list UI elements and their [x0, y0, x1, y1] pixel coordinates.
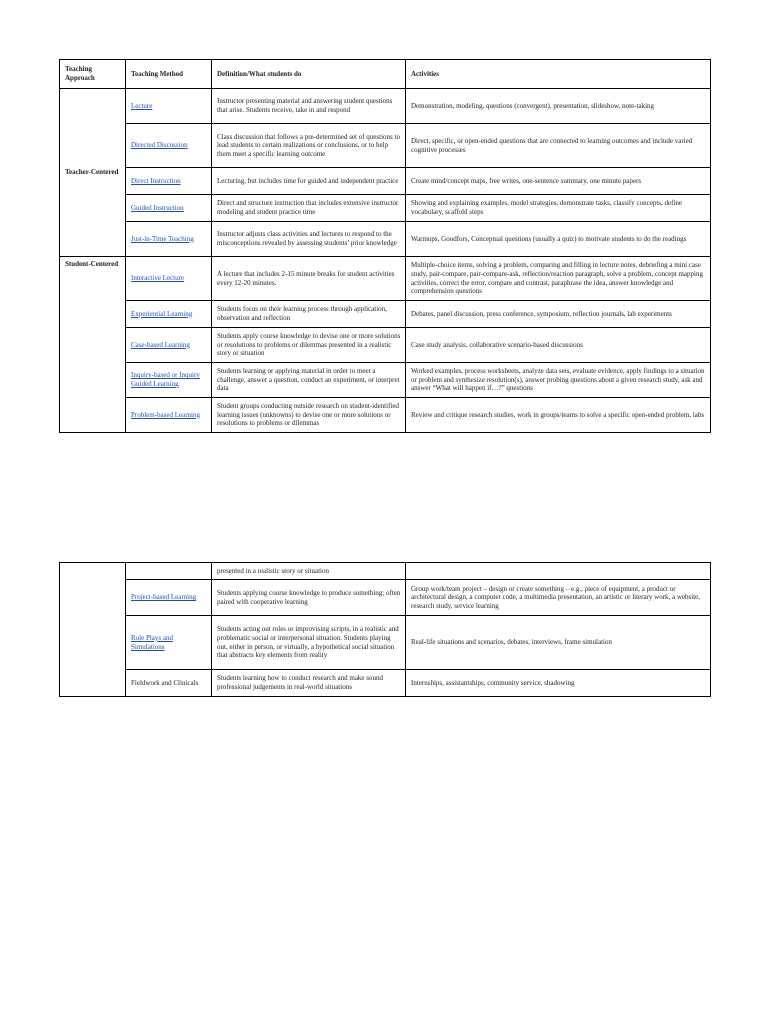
table-row — [60, 398, 711, 433]
method-link-guided-instruction[interactable]: Guided Instruction — [131, 203, 184, 212]
method-cell — [126, 301, 212, 328]
header-method: Teaching Method — [126, 60, 212, 89]
definition-cell: presented in a realistic story or situation — [212, 563, 406, 580]
definition-cell: Students acting out roles or improvising scripts, in a realistic and problematic social or interpersonal situation. Students playing out, either in person, or virtually, a hypothetical social situation that abstracts key elements from reality — [212, 616, 406, 670]
table-row — [60, 616, 711, 670]
definition-cell: A lecture that includes 2-15 minute breaks for student activities every 12-20 minutes. — [212, 257, 406, 301]
activities-cell: Direct, specific, or open-ended questions that are connected to learning outcomes and include varied cognitive processes — [406, 124, 711, 168]
table-row — [60, 124, 711, 168]
method-cell-fieldwork-and-clinicals: Fieldwork and Clinicals — [126, 670, 212, 697]
method-link-project-based-learning[interactable]: Project-based Learning — [131, 593, 197, 602]
method-cell — [126, 328, 212, 363]
activities-cell: Real-life situations and scenarios, debates, interviews, frame simulation — [406, 616, 711, 670]
table-row — [60, 222, 711, 257]
method-link-lecture[interactable]: Lecture — [131, 101, 153, 110]
table-row — [60, 563, 711, 580]
activities-cell: Showing and explaining examples, model strategies, demonstrate tasks, classify concepts, define vocabulary, scaffold steps — [406, 195, 711, 222]
header-row — [60, 60, 711, 89]
activities-cell: Debates, panel discussion, press conference, symposium, reflection journals, lab experiments — [406, 301, 711, 328]
definition-cell: Lecturing, but includes time for guided and independent practice — [212, 168, 406, 195]
method-link-just-in-time-teaching[interactable]: Just-in-Time Teaching — [131, 234, 194, 243]
method-link-problem-based-learning[interactable]: Problem-based Learning — [131, 410, 201, 419]
table-row — [60, 580, 711, 616]
table-row — [60, 195, 711, 222]
table-row — [60, 89, 711, 124]
method-link-experiential-learning[interactable]: Experiential Learning — [131, 309, 193, 318]
method-cell — [126, 168, 212, 195]
activities-cell: Demonstration, modeling, questions (convergent), presentation, slideshow, note-taking — [406, 89, 711, 124]
definition-cell: Student groups conducting outside research on student-identified learning issues (unknowns) to devise one or more solutions or resolutions to problems or dilemmas — [212, 398, 406, 433]
table-row — [60, 328, 711, 363]
activities-cell: Review and critique research studies, work in groups/teams to solve a specific open-ended problem, labs — [406, 398, 711, 433]
definition-cell: Students focus on their learning process through application, observation and reflection — [212, 301, 406, 328]
method-cell — [126, 398, 212, 433]
method-link-direct-instruction[interactable]: Direct Instruction — [131, 176, 181, 185]
activities-cell: Create mind/concept maps, free writes, one-sentence summary, one minute papers — [406, 168, 711, 195]
definition-cell: Students learning or applying material in order to meet a challenge, answer a question, conduct an experiment, or interpret data — [212, 363, 406, 398]
table-row — [60, 168, 711, 195]
activities-cell: Multiple-choice items, solving a problem, comparing and filling in lecture notes, debriefing a mini case study, pair-compare, pair-compare-ask, reflection/reaction paragraph, solve a problem, concept mapping activities, correct the error, compare and contrast, paraphrase the idea, answer knowledge and comprehension questions — [406, 257, 711, 301]
method-cell — [126, 257, 212, 301]
activities-cell: Group work/team project – design or create something – e.g., piece of equipment, a product or architectural design, a computer code, a multimedia presentation, an artistic or literary work, a website, research study, service learning — [406, 580, 711, 616]
method-link-case-based-learning[interactable]: Case-based Learning — [131, 340, 190, 349]
table-row — [60, 670, 711, 697]
method-link-interactive-lecture[interactable]: Interactive Lecture — [131, 274, 185, 283]
definition-cell: Students applying course knowledge to produce something; often paired with cooperative learning — [212, 580, 406, 616]
method-link-directed-discussion[interactable]: Directed Discussion — [131, 141, 188, 150]
definition-cell: Direct and structure instruction that includes extensive instructor modeling and student practice time — [212, 195, 406, 222]
approach-student-centered: Student-Centered — [60, 257, 126, 433]
definition-cell: Students learning how to conduct research and make sound professional judgements in real-world situations — [212, 670, 406, 697]
method-cell — [126, 616, 212, 670]
header-activities: Activities — [406, 60, 711, 89]
definition-cell: Students apply course knowledge to devise one or more solutions or resolutions to problems or dilemmas presented in a realistic story or situation — [212, 328, 406, 363]
header-approach: Teaching Approach — [60, 60, 126, 89]
teaching-methods-table-continued — [59, 562, 711, 697]
activities-cell: Internships, assistantships, community service, shadowing — [406, 670, 711, 697]
teaching-methods-table — [59, 59, 711, 433]
header-definition: Definition/What students do — [212, 60, 406, 89]
approach-cell-empty — [60, 563, 126, 697]
activities-cell — [406, 563, 711, 580]
approach-teacher-centered: Teacher-Centered — [60, 89, 126, 257]
method-cell — [126, 124, 212, 168]
definition-cell: Instructor adjusts class activities and lectures to respond to the misconceptions revealed by assessing students’ prior knowledge — [212, 222, 406, 257]
table-row — [60, 257, 711, 301]
table-row — [60, 301, 711, 328]
method-link-role-plays-and-simulations[interactable]: Role Plays and Simulations — [131, 633, 173, 651]
definition-cell: Instructor presenting material and answering student questions that arise. Students receive, take in and respond — [212, 89, 406, 124]
method-cell — [126, 222, 212, 257]
method-cell — [126, 580, 212, 616]
method-cell — [126, 89, 212, 124]
method-cell — [126, 563, 212, 580]
method-cell — [126, 195, 212, 222]
method-cell — [126, 363, 212, 398]
table-row — [60, 363, 711, 398]
activities-cell: Case study analysis, collaborative scenario-based discussions — [406, 328, 711, 363]
definition-cell: Class discussion that follows a pre-determined set of questions to lead students to certain realizations or conclusions, or to help them meet a specific learning outcome — [212, 124, 406, 168]
activities-cell: Worked examples, process worksheets, analyze data sets, evaluate evidence, apply findings to a situation or problem and synthesize resolution(s), answer probing questions about a given research study, ask and answer “What will happen if…?” questions — [406, 363, 711, 398]
activities-cell: Warmups, Goodfors, Conceptual questions (usually a quiz) to motivate students to do the readings — [406, 222, 711, 257]
method-link-inquiry-based-learning[interactable]: Inquiry-based or Inquiry Guided Learning — [131, 371, 200, 388]
